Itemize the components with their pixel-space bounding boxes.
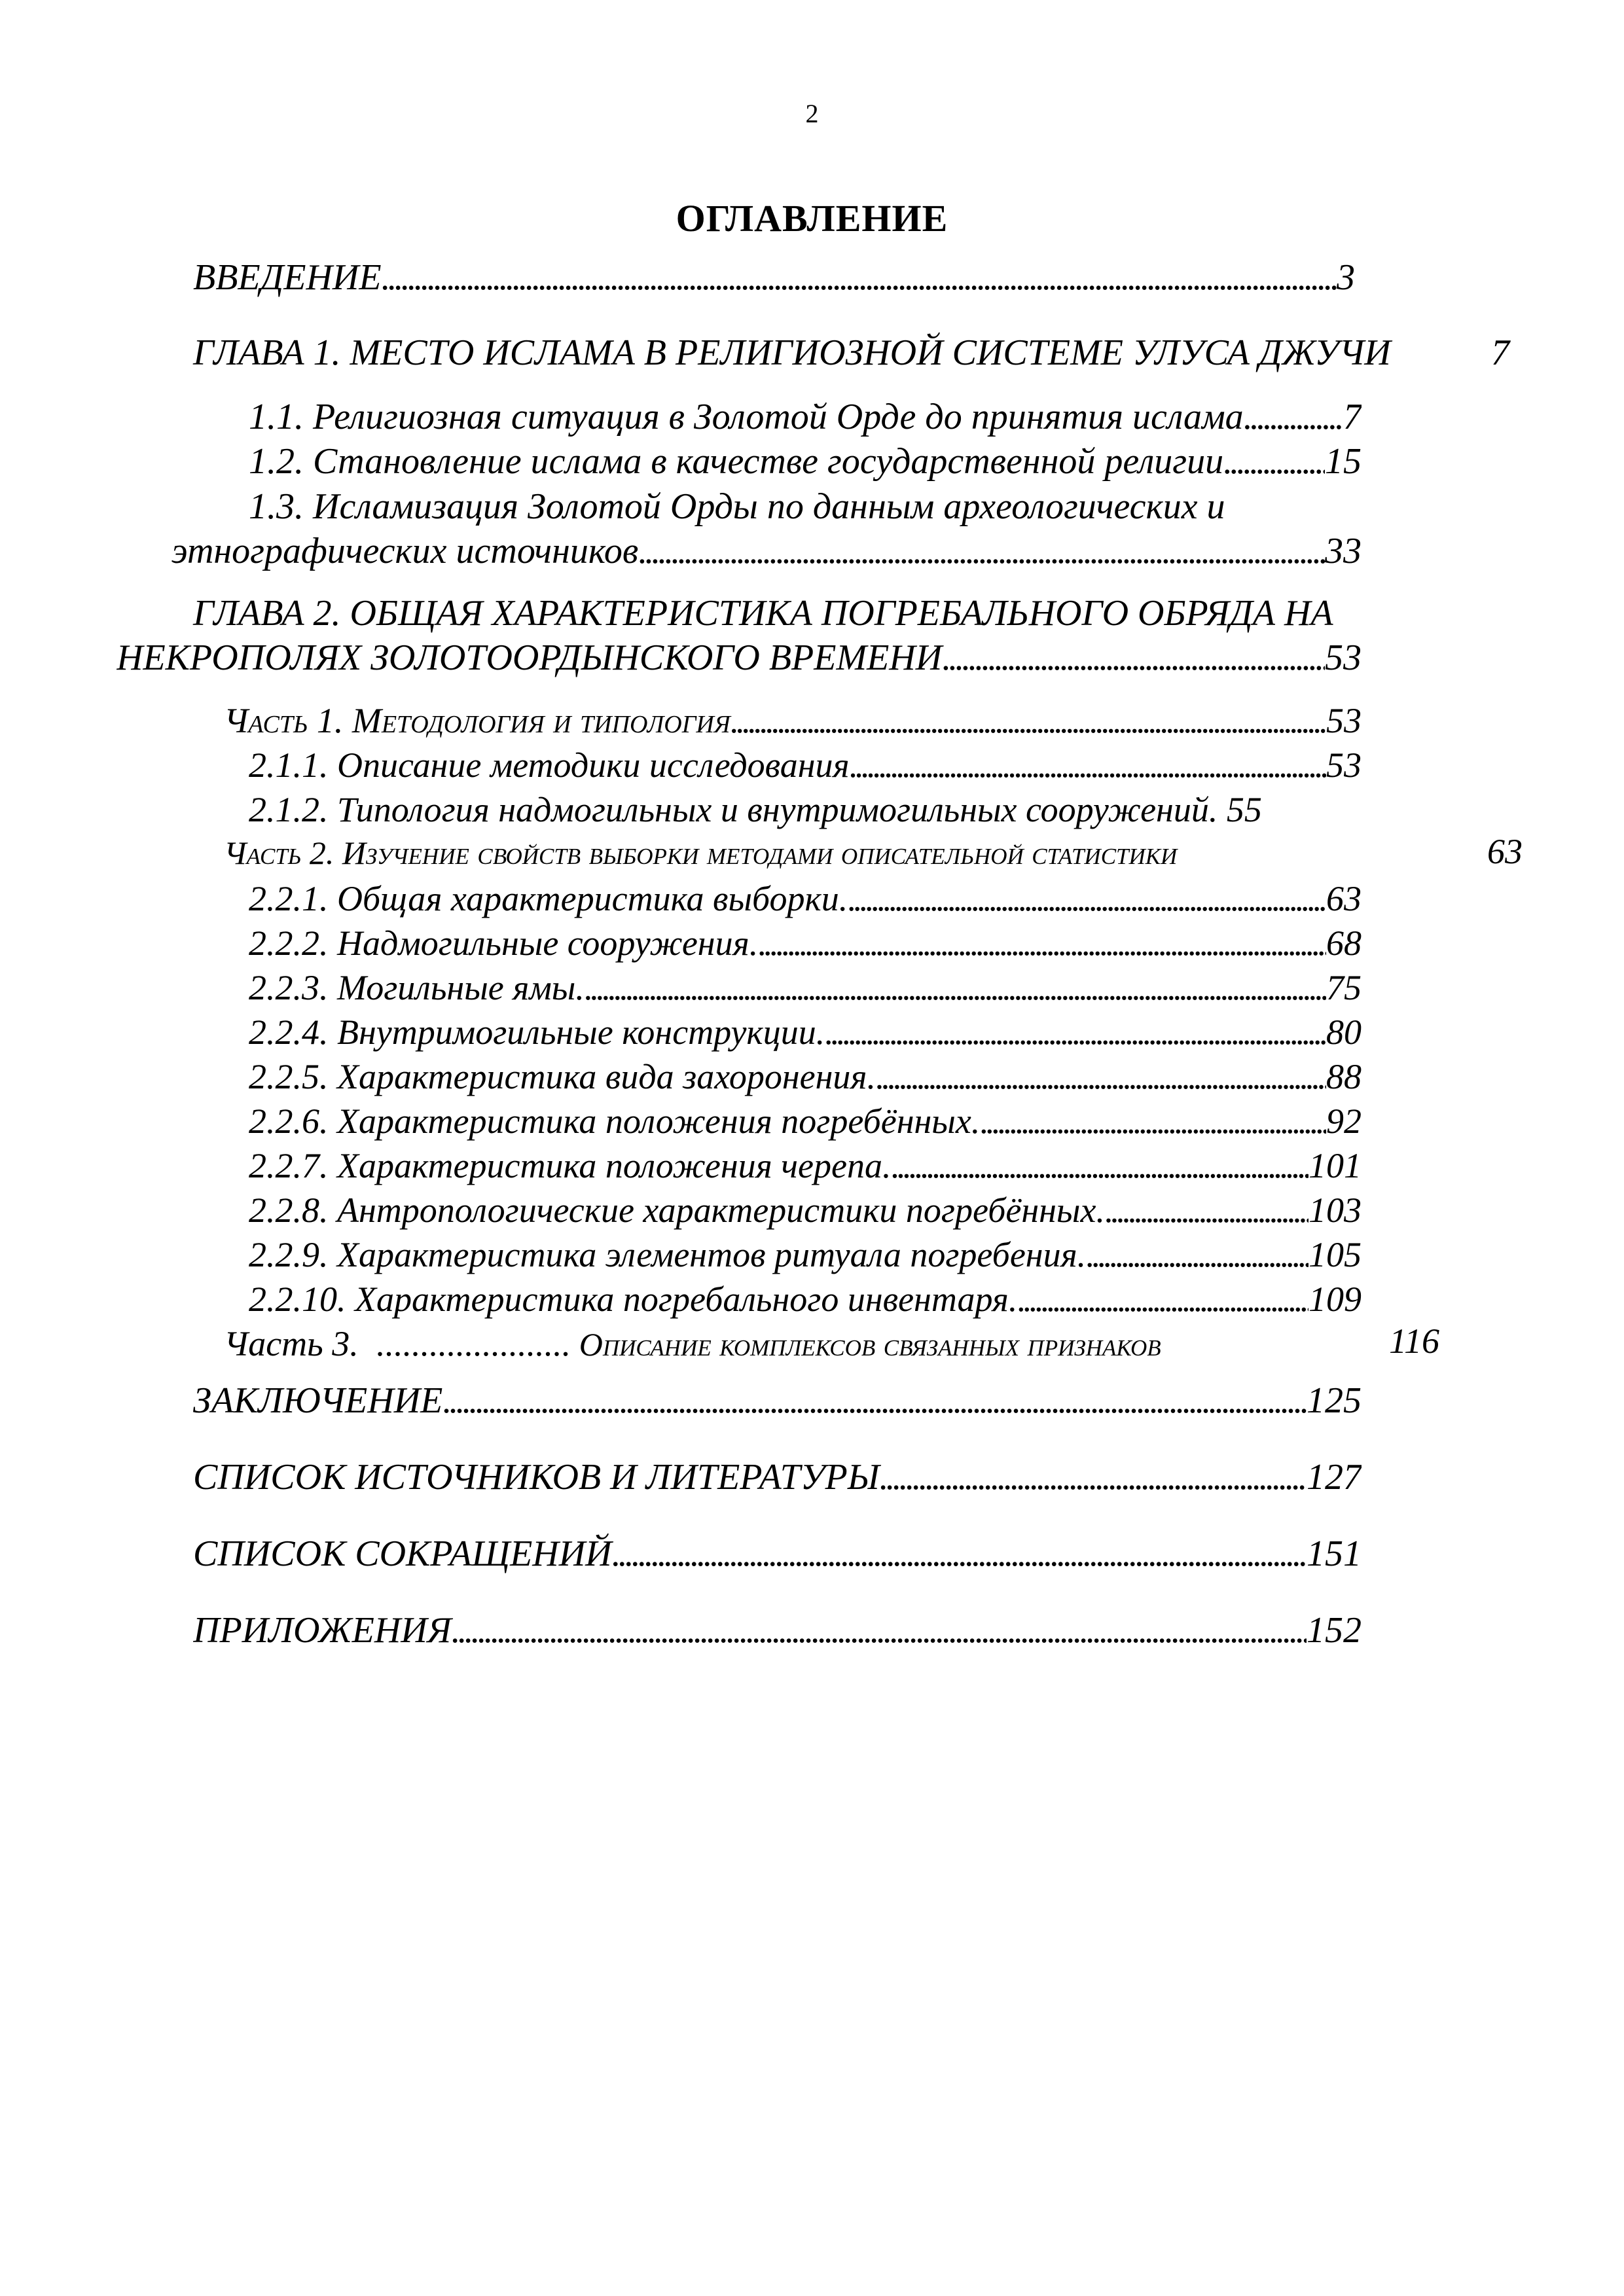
toc-leader bbox=[1017, 1279, 1308, 1319]
toc-entry-text: 2.2.4. Внутримогильные конструкции. bbox=[249, 1013, 825, 1052]
toc-leader bbox=[382, 257, 1337, 298]
toc-leader bbox=[980, 1101, 1326, 1141]
toc-leader: ...................... bbox=[375, 1324, 570, 1363]
toc-entry-label: Часть 3. bbox=[224, 1324, 359, 1363]
toc-entry-chapter-2-line1[interactable]: ГЛАВА 2. ОБЩАЯ ХАРАКТЕРИСТИКА ПОГРЕБАЛЬНОГО ОБРЯДА НА bbox=[193, 593, 1333, 634]
toc-entry-part-3[interactable] bbox=[224, 1323, 1161, 1364]
toc-page-number: 15 bbox=[1325, 441, 1362, 482]
toc-entry-text: 2.2.8. Антропологические характеристики погребённых. bbox=[249, 1191, 1105, 1230]
toc-page-number: 55 bbox=[1226, 790, 1262, 829]
toc-leader bbox=[442, 1380, 1307, 1422]
toc-entry-text: Часть 1. Методология и типология bbox=[224, 701, 731, 740]
toc-entry-text: 2.2.1. Общая характеристика выборки. bbox=[249, 879, 848, 918]
toc-entry-1-1[interactable] bbox=[249, 396, 1362, 443]
toc-page-number: 109 bbox=[1308, 1280, 1362, 1319]
toc-page-number: 151 bbox=[1307, 1534, 1362, 1574]
toc-entry-2-1-1[interactable] bbox=[249, 745, 1362, 792]
toc-leader bbox=[1105, 1190, 1308, 1230]
toc-entry-2-2-5[interactable] bbox=[249, 1056, 1362, 1103]
toc-page-number: 103 bbox=[1308, 1191, 1362, 1230]
toc-page-number: 105 bbox=[1308, 1235, 1362, 1274]
toc-leader bbox=[452, 1609, 1307, 1651]
toc-entry-text: ГЛАВА 1. МЕСТО ИСЛАМА В РЕЛИГИОЗНОЙ СИСТЕМЕ УЛУСА ДЖУЧИ bbox=[193, 332, 1391, 373]
toc-entry-2-2-8[interactable] bbox=[249, 1190, 1362, 1237]
toc-entry-2-2-7[interactable] bbox=[249, 1145, 1362, 1193]
toc-page-number: 68 bbox=[1326, 924, 1362, 963]
toc-entry-2-2-3[interactable] bbox=[249, 967, 1362, 1014]
toc-entry-chapter-1[interactable] bbox=[193, 332, 1391, 374]
toc-entry-2-2-10[interactable] bbox=[249, 1279, 1362, 1326]
toc-entry-text: СПИСОК СОКРАЩЕНИЙ bbox=[193, 1534, 612, 1574]
toc-entry-text: ЗАКЛЮЧЕНИЕ bbox=[193, 1380, 443, 1421]
toc-page-number: 127 bbox=[1307, 1457, 1362, 1498]
toc-page-number: 63 bbox=[1326, 879, 1362, 918]
toc-entry-2-2-4[interactable] bbox=[249, 1012, 1362, 1059]
toc-entry-2-2-6[interactable] bbox=[249, 1101, 1362, 1148]
toc-page-number: 7 bbox=[1343, 397, 1362, 437]
toc-page-number: 80 bbox=[1326, 1013, 1362, 1052]
toc-page-number: 101 bbox=[1308, 1146, 1362, 1185]
toc-leader bbox=[1223, 440, 1325, 482]
toc-entry-part-1[interactable] bbox=[224, 700, 1362, 747]
toc-entry-text: 2.2.10. Характеристика погребального инвентаря. bbox=[249, 1280, 1018, 1319]
toc-entry-intro[interactable] bbox=[193, 257, 1355, 304]
toc-entry-text: 2.2.3. Могильные ямы. bbox=[249, 968, 585, 1007]
toc-entry-part-2[interactable]: Часть 2. Изучение свойств выборки методами описательной статистики bbox=[224, 834, 1178, 871]
toc-leader bbox=[891, 1145, 1308, 1186]
toc-page-number-part-2: 63 bbox=[1487, 832, 1523, 871]
toc-entry-1-2[interactable] bbox=[249, 440, 1362, 488]
toc-entry-abbreviations[interactable] bbox=[193, 1533, 1362, 1580]
toc-entry-text: СПИСОК ИСТОЧНИКОВ И ЛИТЕРАТУРЫ bbox=[193, 1457, 880, 1498]
toc-title: ОГЛАВЛЕНИЕ bbox=[676, 197, 948, 240]
toc-entry-text: 2.2.5. Характеристика вида захоронения. bbox=[249, 1057, 876, 1096]
toc-page-number-part-3: 116 bbox=[1389, 1321, 1439, 1361]
toc-entry-1-3-line1[interactable]: 1.3. Исламизация Золотой Орды по данным археологических и bbox=[249, 486, 1225, 527]
toc-entry-text: 2.1.1. Описание методики исследования bbox=[249, 745, 850, 785]
toc-leader bbox=[880, 1456, 1307, 1498]
page-number: 2 bbox=[805, 99, 819, 128]
toc-page-number: 33 bbox=[1325, 531, 1362, 571]
toc-entry-appendix[interactable] bbox=[193, 1609, 1362, 1657]
toc-page-number: 53 bbox=[1325, 637, 1362, 678]
toc-leader bbox=[1086, 1234, 1308, 1275]
toc-entry-text: 2.2.6. Характеристика положения погребённых. bbox=[249, 1102, 981, 1141]
toc-page-number: 75 bbox=[1326, 968, 1362, 1007]
toc-entry-1-3[interactable] bbox=[171, 530, 1362, 577]
toc-entry-sources[interactable] bbox=[193, 1456, 1362, 1503]
toc-entry-text: ПРИЛОЖЕНИЯ bbox=[193, 1610, 452, 1651]
toc-page-number: 125 bbox=[1307, 1380, 1362, 1421]
toc-entry-text: ВВЕДЕНИЕ bbox=[193, 257, 382, 298]
toc-leader bbox=[638, 530, 1325, 572]
toc-leader bbox=[731, 700, 1326, 741]
toc-entry-text: 2.2.2. Надмогильные сооружения. bbox=[249, 924, 759, 963]
toc-entry-chapter-2[interactable] bbox=[117, 637, 1362, 684]
toc-page-number: 152 bbox=[1307, 1610, 1362, 1651]
toc-page-number-chapter-1: 7 bbox=[1491, 332, 1509, 373]
toc-entry-text: 2.2.9. Характеристика элементов ритуала погребения. bbox=[249, 1235, 1087, 1274]
toc-leader bbox=[1244, 396, 1343, 438]
toc-entry-2-2-1[interactable] bbox=[249, 878, 1362, 925]
toc-entry-conclusion[interactable] bbox=[193, 1380, 1362, 1427]
toc-leader bbox=[876, 1056, 1326, 1097]
toc-leader bbox=[758, 923, 1326, 963]
toc-leader bbox=[825, 1012, 1326, 1052]
toc-leader bbox=[942, 637, 1325, 679]
toc-entry-2-1-2[interactable] bbox=[249, 789, 1262, 830]
toc-entry-2-2-9[interactable] bbox=[249, 1234, 1362, 1282]
toc-entry-text: НЕКРОПОЛЯХ ЗОЛОТООРДЫНСКОГО ВРЕМЕНИ bbox=[117, 637, 943, 678]
toc-leader bbox=[848, 878, 1326, 919]
toc-page-number: 88 bbox=[1326, 1057, 1362, 1096]
toc-page-number: 92 bbox=[1326, 1102, 1362, 1141]
toc-entry-text: Описание комплексов связанных признаков bbox=[579, 1326, 1161, 1363]
toc-entry-text: 1.1. Религиозная ситуация в Золотой Орде до принятия ислама bbox=[249, 397, 1244, 437]
toc-leader bbox=[612, 1533, 1307, 1575]
toc-entry-text: этнографических источников bbox=[171, 531, 639, 571]
toc-leader bbox=[850, 745, 1326, 785]
toc-entry-text: 1.2. Становление ислама в качестве государственной религии bbox=[249, 441, 1224, 482]
toc-leader bbox=[585, 967, 1326, 1008]
toc-entry-2-2-2[interactable] bbox=[249, 923, 1362, 970]
toc-entry-text: 2.1.2. Типология надмогильных и внутримогильных сооружений. bbox=[249, 790, 1218, 829]
toc-page-number: 53 bbox=[1326, 745, 1362, 785]
toc-page-number: 3 bbox=[1337, 257, 1355, 298]
toc-page-number: 53 bbox=[1326, 701, 1362, 740]
toc-entry-text: 2.2.7. Характеристика положения черепа. bbox=[249, 1146, 892, 1185]
